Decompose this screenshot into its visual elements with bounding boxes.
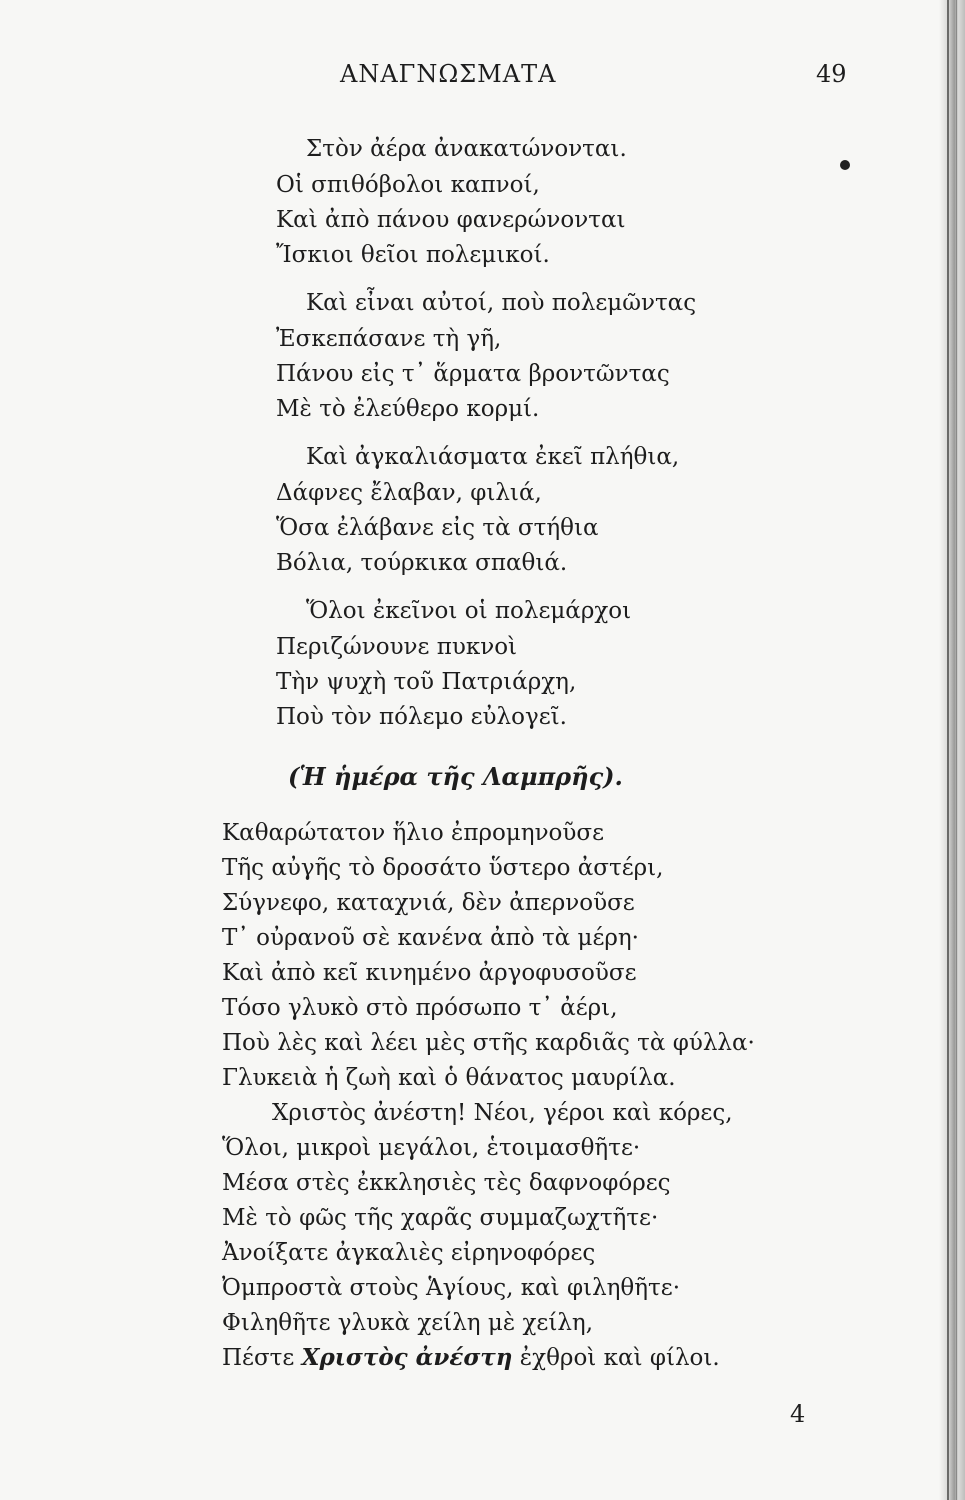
poem-line: Μὲ τὸ ἐλεύθερο κορμί.: [276, 396, 540, 422]
poem-line: Σύγνεφο, καταχνιά, δὲν ἀπερνοῦσε: [222, 890, 635, 916]
spine-edge-line-2: [956, 0, 957, 1500]
poem-line: Καθαρώτατον ἥλιο ἐπρομηνοῦσε: [222, 820, 605, 846]
poem-line: Ὅλοι ἐκεῖνοι οἱ πολεμάρχοι: [306, 598, 632, 624]
page-number: 49: [816, 60, 847, 88]
poem-line: Καὶ ἀγκαλιάσματα ἐκεῖ πλήθια,: [306, 444, 680, 470]
poem-line: Τῆς αὐγῆς τὸ δροσάτο ὕστερο ἀστέρι,: [222, 855, 664, 881]
poem-line: Ὅσα ἐλάβανε εἰς τὰ στήθια: [276, 515, 599, 541]
ink-dot: [840, 160, 850, 170]
poem-line: Τόσο γλυκὸ στὸ πρόσωπο τ᾿ ἀέρι,: [222, 995, 618, 1021]
last-line-emphasis: Χριστὸς ἀνέστη: [301, 1344, 513, 1371]
poem-line: Ἀνοίξατε ἀγκαλιὲς εἰρηνοφόρες: [222, 1240, 596, 1266]
poem-line: Οἱ σπιθόβολοι καπνοί,: [276, 172, 540, 198]
poem-line: Καὶ ἀπὸ κεῖ κινημένο ἀργοφυσοῦσε: [222, 960, 637, 986]
poem-line: Ἐσκεπάσανε τὴ γῆ,: [276, 326, 502, 352]
poem-line: Στὸν ἀέρα ἀνακατώνονται.: [306, 136, 627, 162]
poem-line: Καὶ ἀπὸ πάνου φανερώνονται: [276, 207, 626, 233]
poem-line: Περιζώνουνε πυκνοὶ: [276, 634, 518, 660]
poem-line: Ὅλοι, μικροὶ μεγάλοι, ἑτοιμασθῆτε·: [222, 1135, 641, 1161]
poem-line: Τ᾿ οὐρανοῦ σὲ κανένα ἀπὸ τὰ μέρη·: [222, 925, 639, 951]
running-head: ΑΝΑΓΝΩΣΜΑΤΑ: [340, 60, 557, 88]
poem-line: Φιληθῆτε γλυκὰ χείλη μὲ χείλη,: [222, 1310, 594, 1336]
poem-line: Τὴν ψυχὴ τοῦ Πατριάρχη,: [276, 669, 577, 695]
poem-line: Ὀμπροστὰ στοὺς Ἁγίους, καὶ φιληθῆτε·: [222, 1275, 681, 1301]
section-heading: (Ἡ ἡμέρα τῆς Λαμπρῆς).: [288, 762, 623, 791]
poem-line: Καὶ εἶναι αὐτοί, ποὺ πολεμῶντας: [306, 290, 697, 316]
poem-line: Μὲ τὸ φῶς τῆς χαρᾶς συμμαζωχτῆτε·: [222, 1205, 659, 1231]
poem-line: Γλυκειὰ ἡ ζωὴ καὶ ὁ θάνατος μαυρίλα.: [222, 1065, 676, 1091]
printer-signature-mark: 4: [790, 1400, 806, 1428]
last-line-prefix: Πέστε: [222, 1345, 302, 1371]
spine-edge-line: [947, 0, 949, 1500]
poem-line: Χριστὸς ἀνέστη! Νέοι, γέροι καὶ κόρες,: [272, 1100, 733, 1126]
poem-line: Ἴσκιοι θεῖοι πολεμικοί.: [276, 242, 550, 268]
poem-line: Ποὺ τὸν πόλεμο εὐλογεῖ.: [276, 704, 567, 730]
poem-line: Βόλια, τούρκικα σπαθιά.: [276, 550, 568, 576]
poem-line: Πάνου εἰς τ᾿ ἅρματα βροντῶντας: [276, 361, 670, 387]
book-spine: [939, 0, 965, 1500]
poem-line: Δάφνες ἔλαβαν, φιλιά,: [276, 480, 542, 506]
poem-line: Ποὺ λὲς καὶ λέει μὲς στῆς καρδιᾶς τὰ φύλλα·: [222, 1030, 755, 1056]
poem-line: Μέσα στὲς ἐκκλησιὲς τὲς δαφνοφόρες: [222, 1170, 671, 1196]
last-line-suffix: ἐχθροὶ καὶ φίλοι.: [512, 1345, 720, 1371]
poem-last-line: [222, 1343, 720, 1373]
